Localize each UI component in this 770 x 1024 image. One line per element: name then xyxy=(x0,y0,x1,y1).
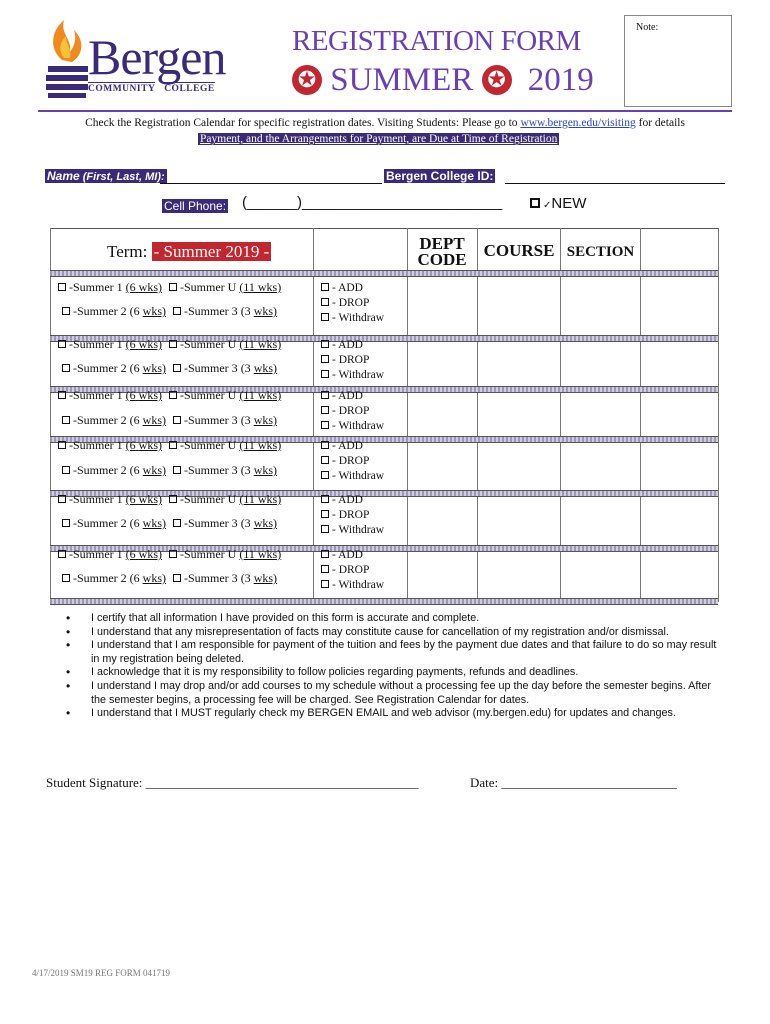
college-id-label: Bergen College ID: xyxy=(386,169,494,183)
table-top-border xyxy=(50,228,718,229)
session-line xyxy=(58,388,281,403)
summer-1-option[interactable]: -Summer 1 (6 wks) xyxy=(58,547,162,561)
footer-version: 4/17/2019 SM19 REG FORM 041719 xyxy=(32,968,171,978)
checkbox-icon xyxy=(62,307,70,315)
certification-item: • I understand that any misrepresentation of facts may constitute cause for cancellation of my registration and/or dismissal. xyxy=(66,626,726,640)
checkbox-icon xyxy=(58,495,66,503)
certification-item: • I understand I may drop and/or add courses to my schedule without a processing fee up the day before the semester begins. After the semester begins, a processing fee will be charged. See Registration Calendar for dates. xyxy=(66,680,726,707)
section-cell[interactable] xyxy=(562,276,639,322)
star-icon: ✪ xyxy=(292,65,322,95)
row-separator xyxy=(50,598,718,605)
term-banner xyxy=(292,62,594,99)
logo-subtitle-left: COMMUNITY xyxy=(88,84,156,94)
logo-subtitle-right: COLLEGE xyxy=(164,84,215,94)
session-line xyxy=(62,304,277,319)
summer-3-option[interactable]: -Summer 3 (3 wks) xyxy=(173,571,277,585)
checkbox-icon xyxy=(58,441,66,449)
checkbox-icon xyxy=(169,495,177,503)
add-option[interactable]: - ADD xyxy=(321,281,384,296)
instructions-text: Check the Registration Calendar for specific registration dates. Visiting Students: Please go to xyxy=(85,117,521,129)
course-cell[interactable] xyxy=(479,434,559,480)
certification-item: • I certify that all information I have provided on this form is accurate and complete. xyxy=(66,612,726,626)
action-options xyxy=(321,439,384,484)
date-label: Date: xyxy=(470,775,499,790)
session-line xyxy=(58,438,281,453)
col-section: SECTION xyxy=(566,244,635,260)
action-options xyxy=(321,338,384,383)
check-mark-icon: ✓ xyxy=(543,200,552,211)
cell-phone-field[interactable]: (______)________________________ xyxy=(242,194,503,211)
section-cell[interactable] xyxy=(562,333,639,379)
logo-wordmark: Bergen xyxy=(88,29,226,85)
checkbox-icon xyxy=(169,283,177,291)
drop-option[interactable]: - DROP xyxy=(321,296,384,311)
summer-1-option[interactable]: -Summer 1 (6 wks) xyxy=(58,492,162,506)
checkbox-icon xyxy=(321,370,329,378)
name-field[interactable] xyxy=(160,170,382,184)
course-cell[interactable] xyxy=(479,384,559,430)
star-icon: ✪ xyxy=(482,65,512,95)
summer-3-option[interactable]: -Summer 3 (3 wks) xyxy=(173,463,277,477)
session-line xyxy=(62,516,277,531)
summer-2-option[interactable]: -Summer 2 (6 wks) xyxy=(62,413,166,427)
term-label: Term: xyxy=(107,242,148,261)
summer-2-option[interactable]: -Summer 2 (6 wks) xyxy=(62,463,166,477)
action-options xyxy=(321,389,384,434)
session-line xyxy=(62,571,277,586)
summer-u-option[interactable]: -Summer U (11 wks) xyxy=(169,280,281,294)
session-line xyxy=(58,280,281,295)
add-option[interactable]: - ADD xyxy=(321,548,384,563)
summer-u-option[interactable]: -Summer U (11 wks) xyxy=(169,438,281,452)
dept-code-cell[interactable] xyxy=(409,543,475,589)
summer-3-option[interactable]: -Summer 3 (3 wks) xyxy=(173,304,277,318)
summer-u-option[interactable]: -Summer U (11 wks) xyxy=(169,337,281,351)
checkbox-icon xyxy=(62,416,70,424)
summer-u-option[interactable]: -Summer U (11 wks) xyxy=(169,388,281,402)
checkbox-icon xyxy=(321,283,329,291)
term-banner-season: SUMMER xyxy=(330,62,474,98)
date-row xyxy=(470,775,677,791)
add-option[interactable]: - ADD xyxy=(321,338,384,353)
name-label-text: Name xyxy=(47,169,80,183)
col-dept-code xyxy=(408,236,476,268)
summer-3-option[interactable]: -Summer 3 (3 wks) xyxy=(173,413,277,427)
drop-option[interactable]: - DROP xyxy=(321,454,384,469)
action-options xyxy=(321,548,384,593)
col-course: COURSE xyxy=(483,241,555,260)
checkbox-icon xyxy=(321,406,329,414)
course-cell[interactable] xyxy=(479,543,559,589)
name-label xyxy=(45,169,167,183)
col-dept: DEPT xyxy=(419,234,465,253)
name-hint: (First, Last, MI): xyxy=(82,171,165,183)
term-value: - Summer 2019 - xyxy=(153,242,270,261)
checkbox-icon xyxy=(62,519,70,527)
instructions-text-end: for details xyxy=(635,117,685,129)
certification-item: • I understand that I am responsible for payment of the tuition and fees by the payment due dates and that failure to do so may result in my registration being deleted. xyxy=(66,639,726,666)
certification-item: • I understand that I MUST regularly check my BERGEN EMAIL and web advisor (my.bergen.edu) for updates and changes. xyxy=(66,707,726,721)
signature-label: Student Signature: xyxy=(46,775,143,790)
checkbox-icon xyxy=(321,510,329,518)
checkbox-icon xyxy=(321,471,329,479)
torch-icon xyxy=(42,18,94,100)
checkbox-icon xyxy=(173,307,181,315)
summer-2-option[interactable]: -Summer 2 (6 wks) xyxy=(62,361,166,375)
drop-option[interactable]: - DROP xyxy=(321,353,384,368)
withdraw-option[interactable]: - Withdraw xyxy=(321,368,384,383)
dept-code-cell[interactable] xyxy=(409,333,475,379)
instructions-line xyxy=(0,117,770,129)
term-banner-year: 2019 xyxy=(527,62,594,98)
checkbox-icon xyxy=(169,441,177,449)
checkbox-icon xyxy=(58,550,66,558)
summer-2-option[interactable]: -Summer 2 (6 wks) xyxy=(62,571,166,585)
dept-code-cell[interactable] xyxy=(409,384,475,430)
date-field[interactable]: ___________________________ xyxy=(501,775,677,790)
checkbox-icon xyxy=(58,283,66,291)
session-line xyxy=(62,463,277,478)
signature-field[interactable]: __________________________________________ xyxy=(145,775,419,790)
add-option[interactable]: - ADD xyxy=(321,439,384,454)
checkbox-icon xyxy=(321,495,329,503)
checkbox-icon xyxy=(321,313,329,321)
withdraw-option[interactable]: - Withdraw xyxy=(321,311,384,326)
checkbox-icon xyxy=(62,364,70,372)
summer-1-option[interactable]: -Summer 1 (6 wks) xyxy=(58,388,162,402)
course-cell[interactable] xyxy=(479,488,559,534)
checkbox-icon xyxy=(58,391,66,399)
signature-row xyxy=(46,775,419,791)
term-heading xyxy=(107,242,271,262)
checkbox-icon xyxy=(321,580,329,588)
new-student-checkbox[interactable] xyxy=(530,195,586,212)
checkbox-icon xyxy=(169,340,177,348)
summer-3-option[interactable]: -Summer 3 (3 wks) xyxy=(173,361,277,375)
checkbox-icon xyxy=(321,298,329,306)
checkbox-icon xyxy=(173,416,181,424)
checkbox-icon xyxy=(321,391,329,399)
course-cell[interactable] xyxy=(479,333,559,379)
checkbox-icon xyxy=(530,198,540,208)
session-line xyxy=(58,492,281,507)
certification-item: • I acknowledge that it is my responsibility to follow policies regarding payments, refunds and deadlines. xyxy=(66,666,726,680)
course-cell[interactable] xyxy=(479,276,559,322)
section-cell[interactable] xyxy=(562,384,639,430)
summer-u-option[interactable]: -Summer U (11 wks) xyxy=(169,492,281,506)
payment-notice: Payment, and the Arrangements for Payment, are Due at Time of Registration xyxy=(200,133,558,145)
summer-1-option[interactable]: -Summer 1 (6 wks) xyxy=(58,337,162,351)
table-border-right xyxy=(718,228,719,602)
cell-phone-label: Cell Phone: xyxy=(164,199,227,213)
college-id-field[interactable] xyxy=(505,170,725,184)
logo-subtitle xyxy=(88,82,215,94)
checkbox-icon xyxy=(173,466,181,474)
note-label: Note: xyxy=(636,22,659,33)
drop-option[interactable]: - DROP xyxy=(321,508,384,523)
checkbox-icon xyxy=(62,466,70,474)
section-cell[interactable] xyxy=(562,434,639,480)
checkbox-icon xyxy=(321,565,329,573)
checkbox-icon xyxy=(173,574,181,582)
checkbox-icon xyxy=(169,550,177,558)
checkbox-icon xyxy=(173,364,181,372)
checkbox-icon xyxy=(321,456,329,464)
session-line xyxy=(58,547,281,562)
drop-option[interactable]: - DROP xyxy=(321,563,384,578)
header-divider xyxy=(38,110,732,112)
withdraw-option[interactable]: - Withdraw xyxy=(321,419,384,434)
drop-option[interactable]: - DROP xyxy=(321,404,384,419)
certification-list xyxy=(66,612,726,721)
action-options xyxy=(321,493,384,538)
add-option[interactable]: - ADD xyxy=(321,389,384,404)
checkbox-icon xyxy=(321,525,329,533)
checkbox-icon xyxy=(321,550,329,558)
summer-3-option[interactable]: -Summer 3 (3 wks) xyxy=(173,516,277,530)
checkbox-icon xyxy=(169,391,177,399)
new-label: NEW xyxy=(551,195,587,212)
visiting-link[interactable]: www.bergen.edu/visiting xyxy=(520,117,636,129)
section-cell[interactable] xyxy=(562,543,639,589)
checkbox-icon xyxy=(62,574,70,582)
checkbox-icon xyxy=(321,421,329,429)
session-line xyxy=(62,413,277,428)
summer-1-option[interactable]: -Summer 1 (6 wks) xyxy=(58,438,162,452)
summer-1-option[interactable]: -Summer 1 (6 wks) xyxy=(58,280,162,294)
checkbox-icon xyxy=(321,340,329,348)
summer-2-option[interactable]: -Summer 2 (6 wks) xyxy=(62,516,166,530)
action-options xyxy=(321,281,384,326)
checkbox-icon xyxy=(321,355,329,363)
checkbox-icon xyxy=(321,441,329,449)
section-cell[interactable] xyxy=(562,488,639,534)
dept-code-cell[interactable] xyxy=(409,276,475,322)
withdraw-option[interactable]: - Withdraw xyxy=(321,523,384,538)
summer-u-option[interactable]: -Summer U (11 wks) xyxy=(169,547,281,561)
withdraw-option[interactable]: - Withdraw xyxy=(321,469,384,484)
col-code: CODE xyxy=(417,250,467,269)
summer-2-option[interactable]: -Summer 2 (6 wks) xyxy=(62,304,166,318)
form-title: REGISTRATION FORM xyxy=(292,25,581,57)
session-line xyxy=(58,337,281,352)
dept-code-cell[interactable] xyxy=(409,434,475,480)
dept-code-cell[interactable] xyxy=(409,488,475,534)
checkbox-icon xyxy=(173,519,181,527)
withdraw-option[interactable]: - Withdraw xyxy=(321,578,384,593)
checkbox-icon xyxy=(58,340,66,348)
add-option[interactable]: - ADD xyxy=(321,493,384,508)
session-line xyxy=(62,361,277,376)
